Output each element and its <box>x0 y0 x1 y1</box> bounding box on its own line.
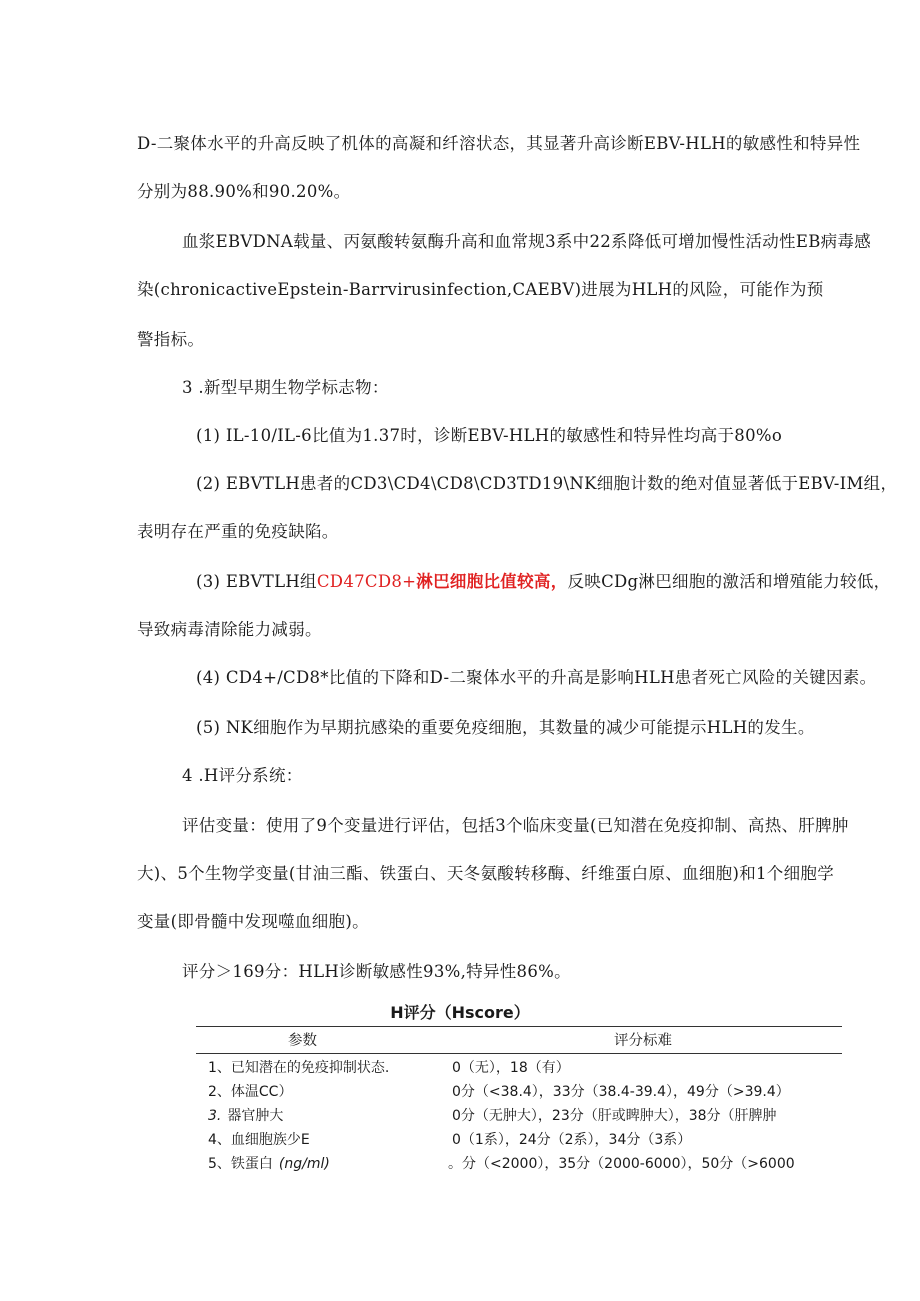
table-cell-param: 2、体温CC） <box>208 1084 293 1100</box>
list-item: (2) EBVTLH患者的CD3\CD4\CD8\CD3TD19\NK细胞计数的绝对值显著低于EBV-IM组， <box>196 474 898 493</box>
table-top-rule <box>196 1026 842 1027</box>
list-item: (4) CD4+/CD8*比值的下降和D-二聚体水平的升高是影响HLH患者死亡风险的关键因素。 <box>196 668 877 687</box>
table-header-param: 参数 <box>288 1033 317 1049</box>
paragraph-line: D-二聚体水平的升高反映了机体的高凝和纤溶状态，其显著升高诊断EBV-HLH的敏感性和特异性 <box>137 134 861 153</box>
item3-prefix: (3) EBVTLH组 <box>196 572 317 591</box>
section-heading: 4 .H评分系统： <box>182 766 303 785</box>
list-item: (1) IL-10/IL-6比值为1.37时，诊断EBV-HLH的敏感性和特异性均高于80%o <box>196 426 783 445</box>
table-cell-criteria: 。分（<2000），35分（2000-6000），50分（>6000 <box>448 1156 795 1172</box>
table-cell-param: 4、血细胞族少E <box>208 1132 310 1148</box>
paragraph-line: 大)、5个生物学变量(甘油三酯、铁蛋白、天冬氨酸转移酶、纤维蛋白原、血细胞)和1个细胞学 <box>137 864 835 883</box>
paragraph-line: 染(chronicactiveEpstein-Barrvirusinfection,CAEBV)进展为HLH的风险，可能作为预 <box>137 280 824 299</box>
table-cell-criteria: 0分（无肿大），23分（肝或睥肿大），38分（肝脾肿 <box>452 1108 777 1124</box>
paragraph-line: 评分＞169分：HLH诊断敏感性93%,特异性86%。 <box>182 962 571 981</box>
list-item <box>196 570 890 594</box>
paragraph-line: 分别为88.90%和90.20%。 <box>137 182 351 201</box>
param-unit: (ng/ml) <box>278 1156 330 1172</box>
table-cell-criteria: 0（1系），24分（2系），34分（3系） <box>452 1132 692 1148</box>
table-cell-criteria: 0（无），18（有） <box>452 1060 570 1076</box>
paragraph-line: 血浆EBVDNA载量、丙氨酸转氨酶升高和血常规3系中22系降低可增加慢性活动性EB病毒感 <box>182 232 872 251</box>
list-item-continuation: 导致病毒清除能力减弱。 <box>137 620 322 639</box>
param-text: 器官肿大 <box>227 1108 284 1124</box>
table-cell-param <box>208 1154 330 1174</box>
section-heading: 3 .新型早期生物学标志物： <box>182 378 389 397</box>
table-cell-param <box>208 1106 283 1126</box>
paragraph-line: 警指标。 <box>137 330 205 349</box>
table-header-criteria: 评分标难 <box>614 1033 672 1049</box>
table-title: H评分（Hscore） <box>390 1003 530 1022</box>
item3-suffix: 反映CDg淋巴细胞的激活和增殖能力较低， <box>567 572 891 591</box>
param-text: 5、铁蛋白 <box>208 1156 273 1172</box>
paragraph-line: 评估变量：使用了9个变量进行评估，包括3个临床变量(已知潜在免疫抑制、高热、肝脾肿 <box>182 816 849 835</box>
row-number: 3. <box>208 1108 222 1124</box>
highlight-bold-text: 淋巴细胞比值较高， <box>416 572 568 591</box>
highlight-text: CD47CD8+ <box>316 572 417 591</box>
table-cell-criteria: 0分（<38.4），33分（38.4-39.4），49分（>39.4） <box>452 1084 790 1100</box>
paragraph-line: 变量(即骨髓中发现噬血细胞)。 <box>137 912 369 931</box>
table-header-rule <box>196 1053 842 1054</box>
table-cell-param: 1、已知潜在的免疫抑制状态. <box>208 1060 390 1076</box>
list-item: (5) NK细胞作为早期抗感染的重要免疫细胞，其数量的减少可能提示HLH的发生。 <box>196 718 815 737</box>
list-item-continuation: 表明存在严重的免疫缺陷。 <box>137 522 339 541</box>
